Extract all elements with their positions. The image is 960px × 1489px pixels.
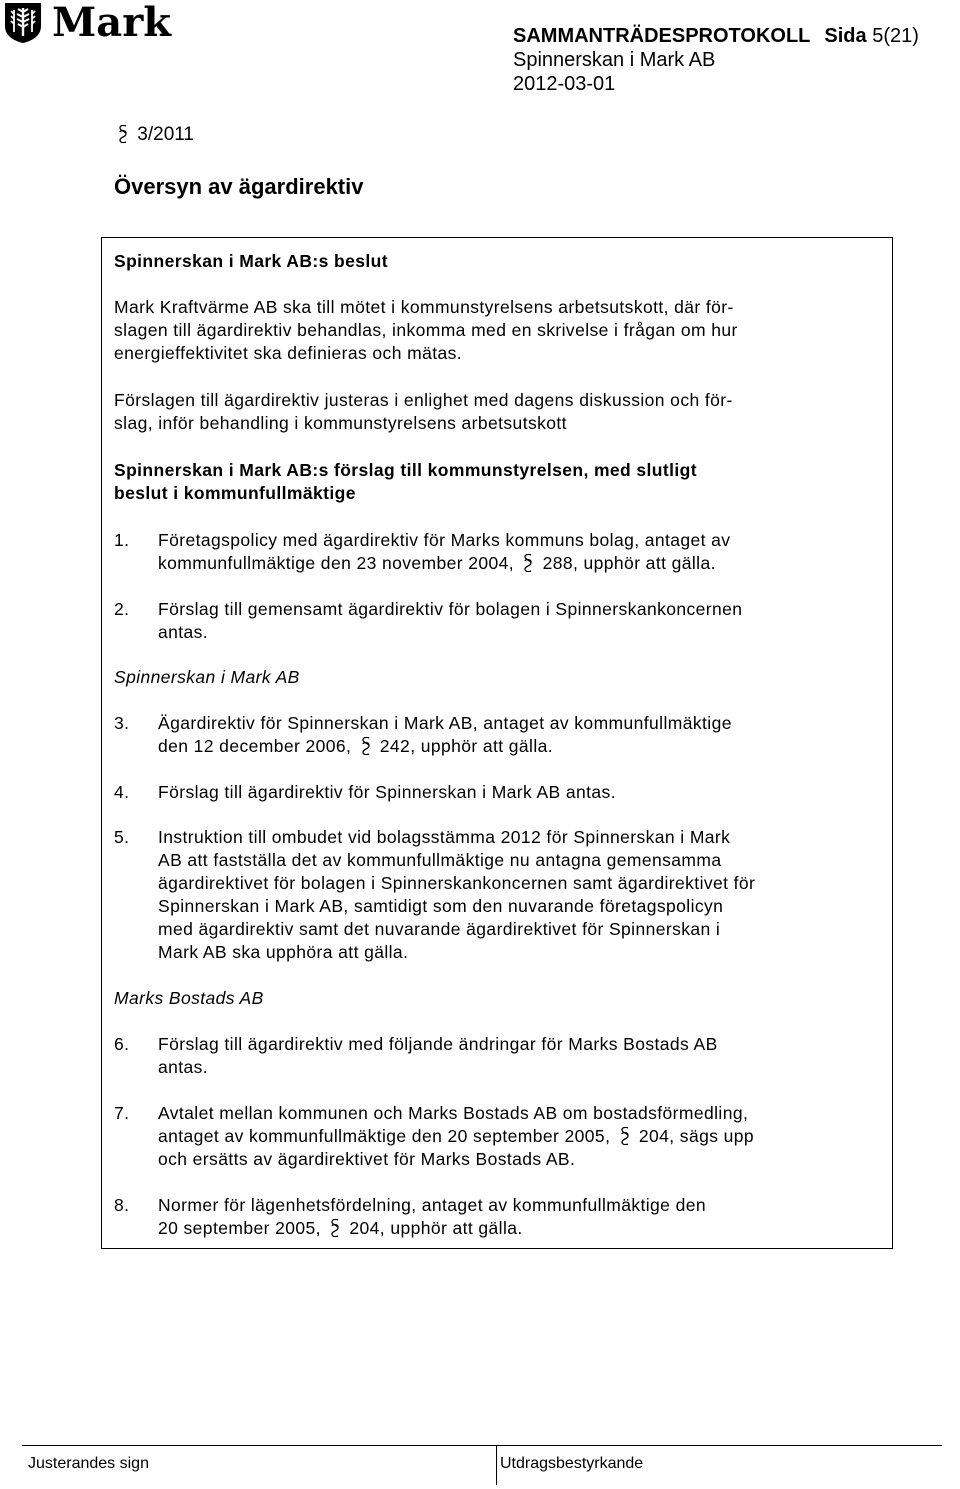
- list-text: [158, 1194, 874, 1240]
- paragraph-forslagen: Förslagen till ägardirektiv justeras i enlighet med dagens diskussion och för- slag, inför behandling i kommunstyrelsens arbetsutskott: [114, 390, 733, 433]
- paragraph-kraftvarme: Mark Kraftvärme AB ska till mötet i kommunstyrelsens arbetsutskott, där för- slagen till ägardirektiv behandlas, inkomma med en skrivelse i frågan om hur energieffektivitet ska definieras och mätas.: [114, 297, 738, 363]
- paragraph-sign-icon: [330, 1219, 340, 1237]
- list-text-part: Företagspolicy med ägardirektiv för Marks kommuns bolag, antaget av kommunfullmäktige den 23 november 2004,: [158, 530, 731, 573]
- list-number: 5.: [114, 827, 130, 847]
- list-number: 3.: [114, 713, 130, 733]
- decision-content: [114, 250, 874, 1240]
- list-number: 1.: [114, 530, 130, 550]
- list-item: [114, 1033, 874, 1079]
- section-title: Översyn av ägardirektiv: [114, 174, 364, 199]
- list-number: 7.: [114, 1103, 130, 1123]
- list-item: [114, 712, 874, 758]
- list-number: 8.: [114, 1195, 130, 1215]
- list-text: [158, 1102, 874, 1171]
- page-label: Sida: [824, 25, 867, 47]
- list-text-part: 204, sägs upp och ersätts av ägardirektivet för Marks Bostads AB.: [158, 1126, 755, 1169]
- list-text-part: Normer för lägenhetsfördelning, antaget av kommunfullmäktige den 20 september 2005,: [158, 1195, 706, 1238]
- document-header: [513, 24, 919, 96]
- section-number-row: [114, 124, 194, 146]
- footer-certification-label: Utdragsbestyrkande: [500, 1455, 644, 1472]
- paragraph-sign-icon: [118, 125, 128, 143]
- list-number: 2.: [114, 599, 130, 619]
- footer-separator: [496, 1445, 497, 1485]
- list-item: [114, 1194, 874, 1240]
- paragraph-sign-icon: [361, 737, 371, 755]
- list-number: 6.: [114, 1034, 130, 1054]
- list-text-part: 204, upphör att gälla.: [349, 1218, 523, 1238]
- page-footer: [0, 1445, 960, 1489]
- list-item: [114, 1102, 874, 1171]
- list-text: Förslag till ägardirektiv för Spinnerskan i Mark AB antas.: [158, 782, 616, 802]
- municipality-logo: [4, 2, 171, 44]
- list-text-part: 242, upphör att gälla.: [379, 736, 554, 756]
- list-item: [114, 826, 874, 964]
- meeting-date: 2012-03-01: [513, 73, 616, 95]
- list-item: [114, 781, 874, 804]
- footer-signature-label: Justerandes sign: [28, 1455, 149, 1472]
- list-item: [114, 529, 874, 575]
- list-text: Förslag till gemensamt ägardirektiv för bolagen i Spinnerskankoncernen antas.: [158, 599, 743, 642]
- document-title: SAMMANTRÄDESPROTOKOLL: [513, 25, 811, 47]
- list-text-part: Avtalet mellan kommunen och Marks Bostads AB om bostadsförmedling, antaget av kommunfullmäktige den 20 september 2005,: [158, 1103, 749, 1146]
- page-number: 5(21): [872, 25, 919, 47]
- list-number: 4.: [114, 782, 130, 802]
- list-item: [114, 598, 874, 644]
- subheading-marks-bostads: Marks Bostads AB: [114, 988, 264, 1008]
- paragraph-sign-icon: [523, 554, 533, 572]
- section-number: 3/2011: [137, 124, 194, 145]
- list-text: [158, 529, 874, 575]
- subheading-spinnerskan: Spinnerskan i Mark AB: [114, 667, 300, 687]
- list-text: Instruktion till ombudet vid bolagsstämma 2012 för Spinnerskan i Mark AB att fastställa det av kommunfullmäktige nu antagna gemensamma ägardirektivet för bolagen i Spinnerskankoncernen samt ägardirektivet för Spinnerskan i Mark AB, samtidigt som den nuvarande företagspolicyn med ägardirektiv samt det nuvarande ägardirektivet för Spinnerskan i Mark AB ska upphöra att gälla.: [158, 827, 756, 962]
- decision-heading: Spinnerskan i Mark AB:s beslut: [114, 251, 388, 271]
- paragraph-sign-icon: [620, 1127, 630, 1145]
- list-text: Förslag till ägardirektiv med följande ändringar för Marks Bostads AB antas.: [158, 1034, 718, 1077]
- proposal-heading: Spinnerskan i Mark AB:s förslag till kommunstyrelsen, med slutligt beslut i kommunfullmäktige: [114, 460, 697, 503]
- coat-of-arms-icon: [4, 2, 42, 44]
- footer-divider: [22, 1445, 942, 1446]
- list-text-part: Ägardirektiv för Spinnerskan i Mark AB, antaget av kommunfullmäktige den 12 december 2006,: [158, 713, 732, 756]
- list-text-part: 288, upphör att gälla.: [542, 553, 716, 573]
- logo-wordmark: Mark: [52, 0, 171, 46]
- list-text: [158, 712, 874, 758]
- organization-name: Spinnerskan i Mark AB: [513, 49, 716, 71]
